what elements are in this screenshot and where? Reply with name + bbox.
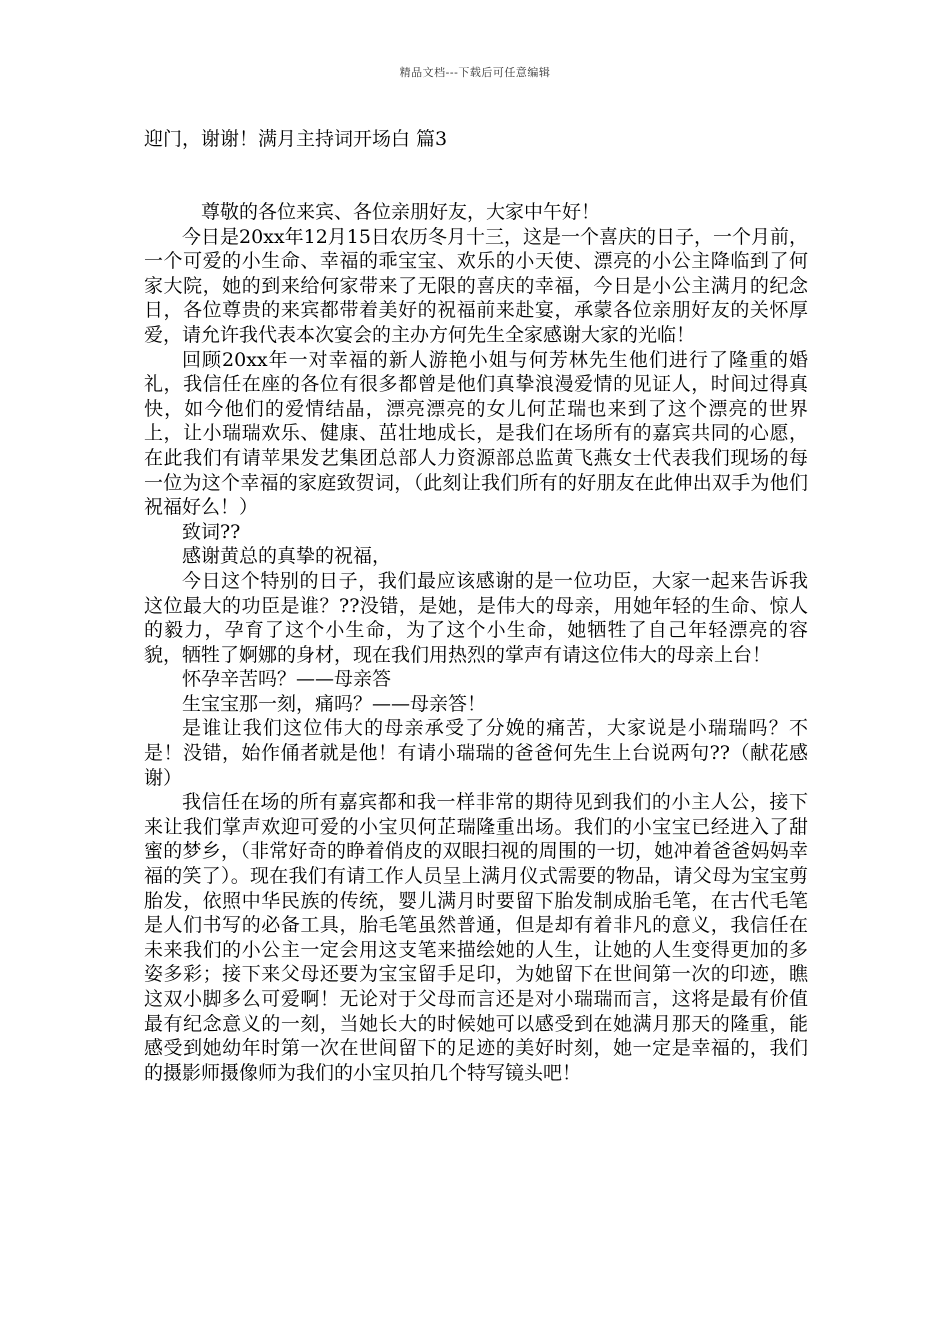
paragraph: 我信任在场的所有嘉宾都和我一样非常的期待见到我们的小主人公，接下来让我们掌声欢迎可爱的小宝贝何芷瑞隆重出场。我们的小宝宝已经进入了甜蜜的梦乡，（非常好奇的睁着俏皮的双眼扫视的周围的一切，她冲着爸爸妈妈幸福的笑了）。现在我们有请工作人员呈上满月仪式需要的物品，请父母为宝宝剪胎发，依照中华民族的传统，婴儿满月时要留下胎发制成胎毛笔，在古代毛笔是人们书写的必备工具，胎毛笔虽然普通，但是却有着非凡的意义，我信任在未来我们的小公主一定会用这支笔来描绘她的人生，让她的人生变得更加的多姿多彩；接下来父母还要为宝宝留手足印，为她留下在世间第一次的印迹，瞧这双小脚多么可爱啊！无论对于父母而言还是对小瑞瑞而言，这将是最有价值最有纪念意义的一刻，当她长大的时候她可以感受到在她满月那天的隆重，能感受到她幼年时第一次在世间留下的足迹的美好时刻，她一定是幸福的，我们的摄影师摄像师为我们的小宝贝拍几个特写镜头吧！ <box>144 791 808 1084</box>
paragraph: 尊敬的各位来宾、各位亲朋好友，大家中午好！ <box>201 201 601 223</box>
paragraph: 今日这个特别的日子，我们最应该感谢的是一位功臣，大家一起来告诉我这位最大的功臣是谁？??没错，是她，是伟大的母亲，用她年轻的生命、惊人的毅力，孕育了这个小生命，为了这个小生命，她牺牲了自己年轻漂亮的容貌，牺牲了婀娜的身材，现在我们用热烈的掌声有请这位伟大的母亲上台！ <box>144 569 808 666</box>
paragraph: 感谢黄总的真挚的祝福， <box>182 545 392 568</box>
document-title: 迎门，谢谢！满月主持词开场白 篇3 <box>144 128 448 150</box>
paragraph: 是谁让我们这位伟大的母亲承受了分娩的痛苦，大家说是小瑞瑞吗？不是！没错，始作俑者就是他！有请小瑞瑞的爸爸何先生上台说两句??（献花感谢） <box>144 717 808 789</box>
document-body <box>144 200 808 1085</box>
paragraph: 怀孕辛苦吗？——母亲答 <box>182 668 392 691</box>
paragraph: 回顾20xx年一对幸福的新人游艳小姐与何芳林先生他们进行了隆重的婚礼，我信任在座的各位有很多都曾是他们真挚浪漫爱情的见证人，时间过得真快，如今他们的爱情结晶，漂亮漂亮的女儿何芷瑞也来到了这个漂亮的世界上，让小瑞瑞欢乐、健康、茁壮地成长，是我们在场所有的嘉宾共同的心愿，在此我们有请苹果发艺集团总部人力资源部总监黄飞燕女士代表我们现场的每一位为这个幸福的家庭致贺词，（此刻让我们所有的好朋友在此伸出双手为他们祝福好么！） <box>144 348 808 519</box>
header-note: 精品文档---下载后可任意编辑 <box>399 66 551 79</box>
paragraph: 生宝宝那一刻，痛吗？——母亲答！ <box>182 692 487 715</box>
paragraph: 致词?? <box>182 520 241 543</box>
paragraph: 今日是20xx年12月15日农历冬月十三，这是一个喜庆的日子，一个月前，一个可爱的小生命、幸福的乖宝宝、欢乐的小天使、漂亮的小公主降临到了何家大院，她的到来给何家带来了无限的喜庆的幸福，今日是小公主满月的纪念日，各位尊贵的来宾都带着美好的祝福前来赴宴，承蒙各位亲朋好友的关怀厚爱，请允许我代表本次宴会的主办方何先生全家感谢大家的光临！ <box>144 225 808 346</box>
